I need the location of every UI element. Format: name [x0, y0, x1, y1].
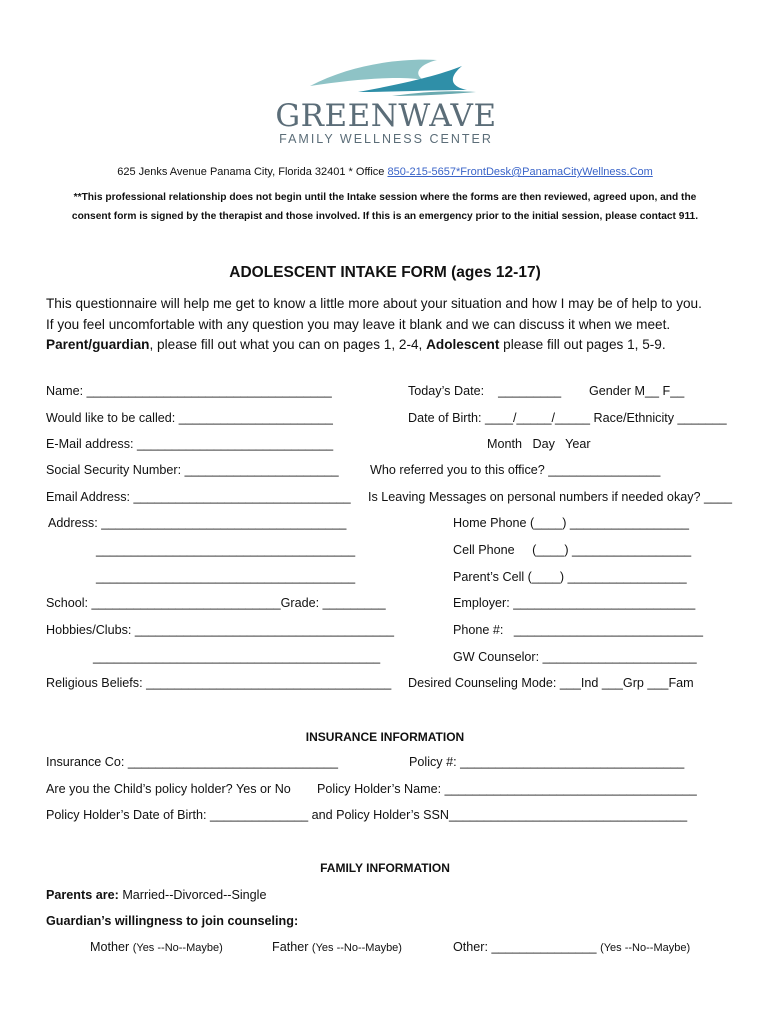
address-line-3[interactable]: _____________________________________: [96, 570, 356, 584]
policy-holder-dob-ssn-field[interactable]: Policy Holder’s Date of Birth: ______________ and Policy Holder’s SSN__________________________________: [46, 808, 688, 822]
policy-holder-name-field[interactable]: Policy Holder’s Name: ____________________________________: [317, 782, 697, 796]
cell-phone-field[interactable]: Cell Phone (____) _________________: [453, 543, 692, 557]
counseling-mode-field[interactable]: Desired Counseling Mode: ___Ind ___Grp ___Fam: [408, 676, 694, 690]
address-text: 625 Jenks Avenue Panama City, Florida 32401 * Office: [117, 166, 388, 178]
guardian-willingness-label: Guardian’s willingness to join counseling:: [46, 914, 299, 928]
other-choices: (Yes --No--Maybe): [600, 942, 691, 954]
form-title: ADOLESCENT INTAKE FORM (ages 12-17): [229, 264, 541, 281]
policy-number-field[interactable]: Policy #: ________________________________: [409, 755, 685, 769]
parents-label: Parents are:: [46, 888, 123, 902]
home-phone-field[interactable]: Home Phone (____) _________________: [453, 516, 689, 530]
notice-line-2: consent form is signed by the therapist and those involved. If this is an emergency prior to the initial session, please contact 911.: [71, 211, 699, 222]
contact-link[interactable]: 850-215-5657*FrontDesk@PanamaCityWellness.Com: [387, 166, 653, 178]
address-field[interactable]: Address: ___________________________________: [48, 516, 347, 530]
dob-race-field[interactable]: Date of Birth: ____/_____/_____ Race/Ethnicity _______: [408, 411, 727, 425]
hobbies-field[interactable]: Hobbies/Clubs: _____________________________________: [46, 623, 395, 637]
intro-line-3: [46, 337, 666, 352]
notice-line-1: **This professional relationship does not begin until the Intake session where the forms are then reviewed, agreed upon, and the: [73, 192, 697, 203]
intro-line-2: If you feel uncomfortable with any question you may leave it blank and we can discuss it when we meet.: [46, 317, 671, 332]
intro-parent-label: Parent/guardian: [46, 337, 150, 352]
parents-status[interactable]: [46, 888, 266, 902]
family-heading: FAMILY INFORMATION: [320, 861, 450, 875]
father-label: Father: [272, 940, 312, 954]
office-address: [0, 166, 770, 178]
other-label: Other: _______________: [453, 940, 601, 954]
gw-counselor-field[interactable]: GW Counselor: ______________________: [453, 650, 697, 664]
insurance-co-field[interactable]: Insurance Co: ______________________________: [46, 755, 339, 769]
intro-adolescent-text: please fill out pages 1, 5-9.: [499, 337, 666, 352]
email-address-field[interactable]: Email Address: _______________________________: [46, 490, 351, 504]
father-choices: (Yes --No--Maybe): [311, 942, 402, 954]
mother-choices: (Yes --No--Maybe): [132, 942, 223, 954]
other-option[interactable]: [453, 940, 690, 954]
employer-field[interactable]: Employer: __________________________: [453, 596, 696, 610]
phone-field[interactable]: Phone #: ___________________________: [453, 623, 704, 637]
wave-icon: [262, 46, 510, 106]
father-option[interactable]: [272, 940, 402, 954]
intro-parent-text: , please fill out what you can on pages 1, 2-4,: [149, 337, 427, 352]
name-field[interactable]: Name: ___________________________________: [46, 384, 332, 398]
todays-date-field[interactable]: Today’s Date: _________: [408, 384, 562, 398]
school-grade-field[interactable]: School: ___________________________Grade: _________: [46, 596, 386, 610]
mother-label: Mother: [90, 940, 133, 954]
brand-name: GREENWAVE: [275, 98, 497, 134]
referred-by-field[interactable]: Who referred you to this office? ________________: [370, 463, 661, 477]
email-field[interactable]: E-Mail address: ____________________________: [46, 437, 334, 451]
intro-line-1: This questionnaire will help me get to know a little more about your situation and how I may be of help to you.: [46, 296, 702, 311]
parent-cell-field[interactable]: Parent’s Cell (____) _________________: [453, 570, 687, 584]
ssn-field[interactable]: Social Security Number: ______________________: [46, 463, 339, 477]
messages-ok-field[interactable]: Is Leaving Messages on personal numbers if needed okay? ____: [368, 490, 733, 504]
religious-beliefs-field[interactable]: Religious Beliefs: ___________________________________: [46, 676, 392, 690]
dob-hint: Month Day Year: [487, 437, 591, 451]
insurance-heading: INSURANCE INFORMATION: [305, 730, 465, 744]
parents-value: Married--Divorced--Single: [122, 888, 267, 902]
hobbies-line-2[interactable]: _________________________________________: [93, 650, 381, 664]
preferred-name-field[interactable]: Would like to be called: ______________________: [46, 411, 333, 425]
greenwave-logo: [262, 46, 510, 162]
intro-adolescent-label: Adolescent: [426, 337, 500, 352]
mother-option[interactable]: [90, 940, 223, 954]
brand-tagline: FAMILY WELLNESS CENTER: [279, 132, 493, 146]
address-line-2[interactable]: _____________________________________: [96, 543, 356, 557]
policy-holder-question[interactable]: Are you the Child’s policy holder? Yes or No: [46, 782, 291, 796]
gender-field[interactable]: Gender M__ F__: [589, 384, 685, 398]
